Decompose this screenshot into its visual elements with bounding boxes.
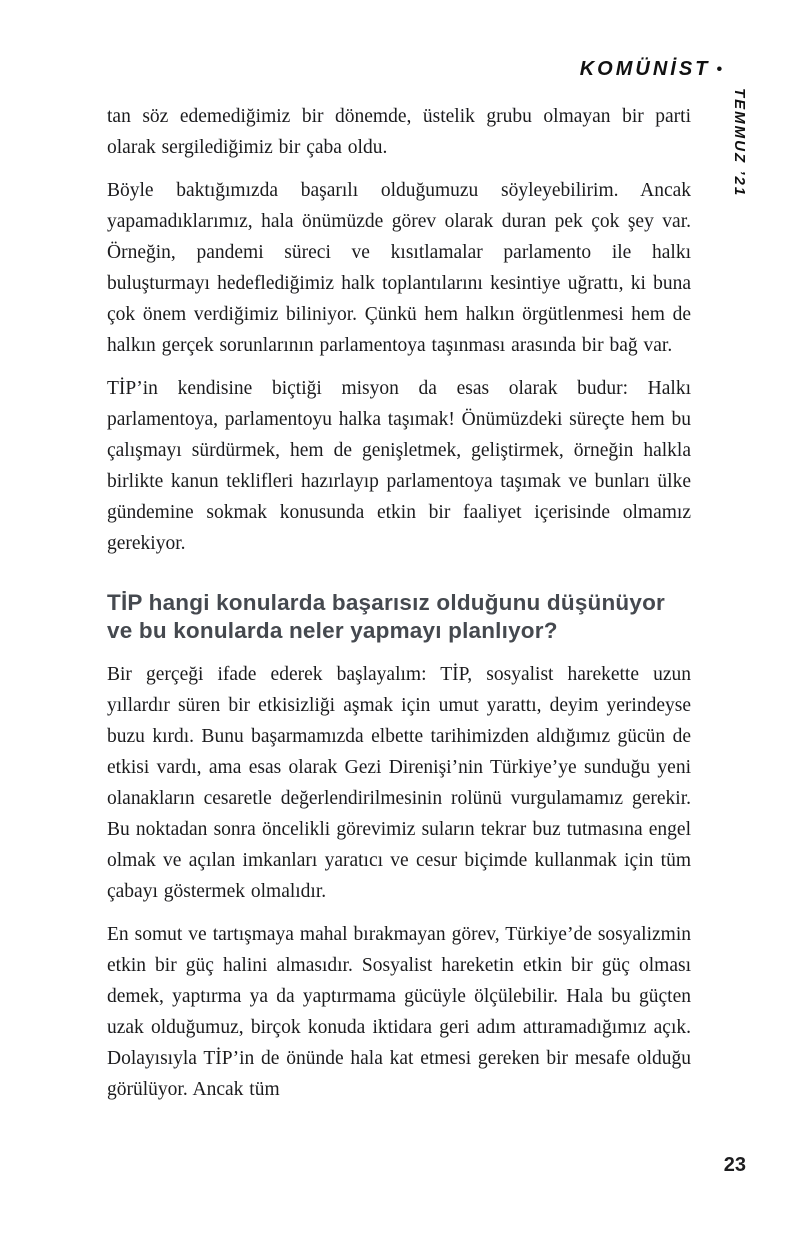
masthead-bullet-icon: • <box>716 61 722 78</box>
body-paragraph: Bir gerçeği ifade ederek başlayalım: TİP, sosyalist harekette uzun yıllardır süren bir etkisizliği aşmak için umut yarattı, deyim yerindeyse buzu kırdı. Bunu başarmamızda elbette tarihimizden aldığımız gücün de etkisi vardı, ama esas olarak Gezi Direnişi’nin Türkiye’ye sunduğu yeni olanakların cesaretle değerlendirilmesinin rolünü vurgulamamız gerekir. Bu noktadan sonra öncelikli görevimiz suların tekrar buz tutmasına engel olmak ve açılan imkanları yaratıcı ve cesur biçimde kullanmak için tüm çabayı göstermek olmalıdır. <box>107 664 691 902</box>
body-paragraph: En somut ve tartışmaya mahal bırakmayan görev, Türkiye’de sosyalizmin etkin bir güç halini almasıdır. Sosyalist hareketin etkin bir güç olması demek, yaptırma ya da yaptırmama gücüyle ölçülebilir. Hala bu güçten uzak olduğumuz, birçok konuda iktidara geri adım attıramadığımız açık. Dolayısıyla TİP’in de önünde hala kat etmesi gereken bir mesafe olduğu görülüyor. Ancak tüm <box>107 924 691 1100</box>
magazine-title: KOMÜNİST <box>579 58 711 80</box>
body-paragraph: Böyle baktığımızda başarılı olduğumuzu söyleyebilirim. Ancak yapamadıklarımız, hala önümüzde görev olarak duran pek çok şey var. Örneğin, pandemi süreci ve kısıtlamalar parlamento ile halkı buluşturmayı hedeflediğimiz halk toplantılarını kesintiye uğrattı, ki buna çok önem verdiğimiz biliniyor. Çünkü hem halkın örgütlenmesi hem de halkın gerçek sorunlarının parlamentoya taşınması arasında bir bağ var. <box>107 180 691 356</box>
body-paragraph: tan söz edemediğimiz bir dönemde, üstelik grubu olmayan bir parti olarak sergilediğimiz bir çaba oldu. <box>107 106 691 158</box>
magazine-masthead <box>580 58 722 81</box>
article-body <box>107 101 691 1117</box>
body-paragraph: TİP’in kendisine biçtiği misyon da esas olarak budur: Halkı parlamentoya, parlamentoyu halka taşımak! Önümüzdeki süreçte hem bu çalışmayı sürdürmek, hem de genişletmek, geliştirmek, örneğin halkla birlikte kanun teklifleri hazırlayıp parlamentoya taşımak ve bunları ülke gündemine sokmak konusunda etkin bir faaliyet içerisinde olmamız gerekiyor. <box>107 378 691 554</box>
section-heading: TİP hangi konularda başarısız olduğunu düşünüyor ve bu konularda neler yapmayı planlıyor? <box>107 590 665 643</box>
page-number: 23 <box>723 1154 746 1176</box>
issue-date: TEMMUZ ’21 <box>731 88 748 198</box>
